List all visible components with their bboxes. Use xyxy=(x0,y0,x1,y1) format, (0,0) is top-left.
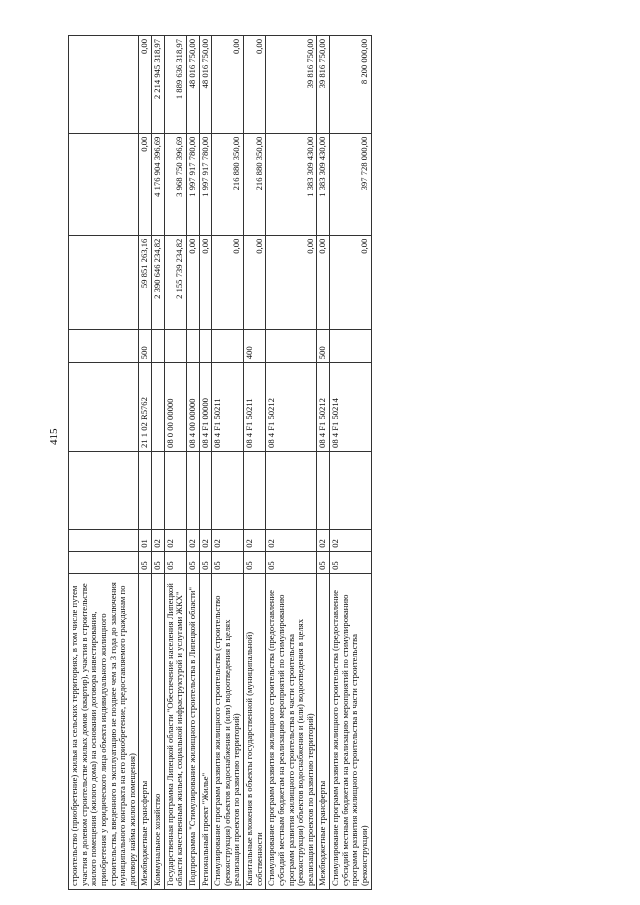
amount-year1-cell: 2 390 646 234,82 xyxy=(152,235,165,329)
amount-year3-cell: 39 816 750,00 xyxy=(266,36,317,134)
spacer-cell xyxy=(212,451,244,529)
amount-year3-cell xyxy=(69,36,139,134)
expense-type-cell: 500 xyxy=(317,329,330,362)
spacer-cell xyxy=(69,451,139,529)
target-article-cell: 08 0 00 00000 xyxy=(164,363,186,452)
subsection-code-cell: 02 xyxy=(212,529,244,551)
amount-year3-cell: 0,00 xyxy=(139,36,152,134)
expense-type-cell xyxy=(164,329,186,362)
amount-year3-cell: 48 016 750,00 xyxy=(186,36,199,134)
table-row xyxy=(244,36,266,890)
row-name-cell: Капитальные вложения в объекты государственной (муниципальной) собственности xyxy=(244,573,266,889)
amount-year2-cell xyxy=(69,133,139,235)
row-name-cell: Региональный проект "Жилье" xyxy=(199,573,212,889)
table-body xyxy=(69,36,372,890)
amount-year2-cell: 1 383 309 430,00 xyxy=(266,133,317,235)
section-code-cell: 05 xyxy=(244,551,266,573)
expense-type-cell xyxy=(69,329,139,362)
row-name-cell: Стимулирование программ развития жилищного строительства (предоставление субсидий местным бюджетам на реализацию мероприятий по стимулированию программ развития жилищного строительства в части строительства (реконструкции) объектов водоснабжения и (или) водоотведения в целях реализации проектов по развитию территорий) xyxy=(266,573,317,889)
section-code-cell: 05 xyxy=(330,551,372,573)
amount-year1-cell: 0,00 xyxy=(244,235,266,329)
subsection-code-cell: 02 xyxy=(317,529,330,551)
row-name-cell: Коммунальное хозяйство xyxy=(152,573,165,889)
row-name-cell: Государственная программа Липецкой области "Обеспечение населения Липецкой области качественным жильем, социальной инфраструктурой и услугами ЖКХ" xyxy=(164,573,186,889)
table-row xyxy=(266,36,317,890)
row-name-cell: строительство (приобретение) жилья на сельских территориях, в том числе путем участия в долевом строительстве жилых домов (квартир), участия в строительстве жилого помещения (жилого дома) на основании договора инвестирования, приобретения у юридического лица объекта индивидуального жилищного строительства, введенного в эксплуатацию не позднее чем за 3 года до заключения муниципального контракта на его приобретение, предоставляемого гражданам по договору найма жилого помещения) xyxy=(69,573,139,889)
amount-year3-cell: 48 016 750,00 xyxy=(199,36,212,134)
table-row xyxy=(186,36,199,890)
table-row xyxy=(317,36,330,890)
amount-year3-cell: 2 214 945 318,97 xyxy=(152,36,165,134)
spacer-cell xyxy=(330,451,372,529)
spacer-cell xyxy=(244,451,266,529)
subsection-code-cell: 01 xyxy=(139,529,152,551)
amount-year2-cell: 216 880 350,00 xyxy=(244,133,266,235)
target-article-cell xyxy=(69,363,139,452)
target-article-cell: 08 4 F1 50211 xyxy=(244,363,266,452)
section-code-cell: 05 xyxy=(266,551,317,573)
subsection-code-cell: 02 xyxy=(244,529,266,551)
section-code-cell: 05 xyxy=(186,551,199,573)
target-article-cell: 08 4 F1 50211 xyxy=(212,363,244,452)
amount-year3-cell: 39 816 750,00 xyxy=(317,36,330,134)
amount-year2-cell: 397 728 000,00 xyxy=(330,133,372,235)
amount-year2-cell: 1 997 917 780,00 xyxy=(186,133,199,235)
subsection-code-cell xyxy=(69,529,139,551)
amount-year1-cell: 0,00 xyxy=(199,235,212,329)
amount-year3-cell: 8 200 000,00 xyxy=(330,36,372,134)
row-name-cell: Межбюджетные трансферты xyxy=(139,573,152,889)
expense-type-cell xyxy=(212,329,244,362)
target-article-cell: 08 4 00 00000 xyxy=(186,363,199,452)
subsection-code-cell: 02 xyxy=(186,529,199,551)
amount-year3-cell: 0,00 xyxy=(212,36,244,134)
amount-year2-cell: 1 383 309 430,00 xyxy=(317,133,330,235)
spacer-cell xyxy=(152,451,165,529)
page-number: 415 xyxy=(48,428,60,445)
table-row xyxy=(164,36,186,890)
row-name-cell: Стимулирование программ развития жилищного строительства (предоставление субсидий местным бюджетам на реализацию мероприятий по стимулированию программ развития жилищного строительства в части строительства (реконструкции) xyxy=(330,573,372,889)
table-row xyxy=(139,36,152,890)
amount-year1-cell: 0,00 xyxy=(330,235,372,329)
subsection-code-cell: 02 xyxy=(199,529,212,551)
spacer-cell xyxy=(317,451,330,529)
table-row xyxy=(330,36,372,890)
subsection-code-cell: 02 xyxy=(266,529,317,551)
amount-year2-cell: 4 176 904 396,69 xyxy=(152,133,165,235)
expense-type-cell: 500 xyxy=(139,329,152,362)
spacer-cell xyxy=(266,451,317,529)
amount-year2-cell: 3 968 750 396,69 xyxy=(164,133,186,235)
row-name-cell: Подпрограмма "Стимулирование жилищного строительства в Липецкой области" xyxy=(186,573,199,889)
spacer-cell xyxy=(164,451,186,529)
spacer-cell xyxy=(139,451,152,529)
target-article-cell: 08 4 F1 50212 xyxy=(266,363,317,452)
expense-type-cell: 400 xyxy=(244,329,266,362)
target-article-cell: 08 4 F1 50214 xyxy=(330,363,372,452)
amount-year1-cell: 2 155 739 234,82 xyxy=(164,235,186,329)
table-row xyxy=(212,36,244,890)
amount-year1-cell xyxy=(69,235,139,329)
amount-year1-cell: 59 851 263,16 xyxy=(139,235,152,329)
row-name-cell: Стимулирование программ развития жилищного строительства (строительство (реконструкция) объектов водоснабжения и (или) водоотведения в целях реализации проектов по развитию территорий) xyxy=(212,573,244,889)
subsection-code-cell: 02 xyxy=(152,529,165,551)
target-article-cell: 08 4 F1 50212 xyxy=(317,363,330,452)
expense-type-cell xyxy=(186,329,199,362)
section-code-cell xyxy=(69,551,139,573)
section-code-cell: 05 xyxy=(317,551,330,573)
subsection-code-cell: 02 xyxy=(330,529,372,551)
table-row xyxy=(152,36,165,890)
target-article-cell: 08 4 F1 00000 xyxy=(199,363,212,452)
amount-year3-cell: 0,00 xyxy=(244,36,266,134)
amount-year1-cell: 0,00 xyxy=(186,235,199,329)
expense-type-cell xyxy=(199,329,212,362)
table-row xyxy=(69,36,139,890)
expense-type-cell xyxy=(266,329,317,362)
section-code-cell: 05 xyxy=(152,551,165,573)
subsection-code-cell: 02 xyxy=(164,529,186,551)
spacer-cell xyxy=(199,451,212,529)
target-article-cell xyxy=(152,363,165,452)
target-article-cell: 21 1 02 R5762 xyxy=(139,363,152,452)
amount-year3-cell: 1 889 636 318,97 xyxy=(164,36,186,134)
section-code-cell: 05 xyxy=(164,551,186,573)
spacer-cell xyxy=(186,451,199,529)
table-row xyxy=(199,36,212,890)
amount-year2-cell: 0,00 xyxy=(139,133,152,235)
budget-table xyxy=(68,35,372,890)
amount-year1-cell: 0,00 xyxy=(266,235,317,329)
section-code-cell: 05 xyxy=(199,551,212,573)
budget-table-rotated xyxy=(68,35,369,890)
amount-year1-cell: 0,00 xyxy=(212,235,244,329)
amount-year2-cell: 216 880 350,00 xyxy=(212,133,244,235)
expense-type-cell xyxy=(330,329,372,362)
expense-type-cell xyxy=(152,329,165,362)
amount-year2-cell: 1 997 917 780,00 xyxy=(199,133,212,235)
section-code-cell: 05 xyxy=(139,551,152,573)
section-code-cell: 05 xyxy=(212,551,244,573)
amount-year1-cell: 0,00 xyxy=(317,235,330,329)
row-name-cell: Межбюджетные трансферты xyxy=(317,573,330,889)
